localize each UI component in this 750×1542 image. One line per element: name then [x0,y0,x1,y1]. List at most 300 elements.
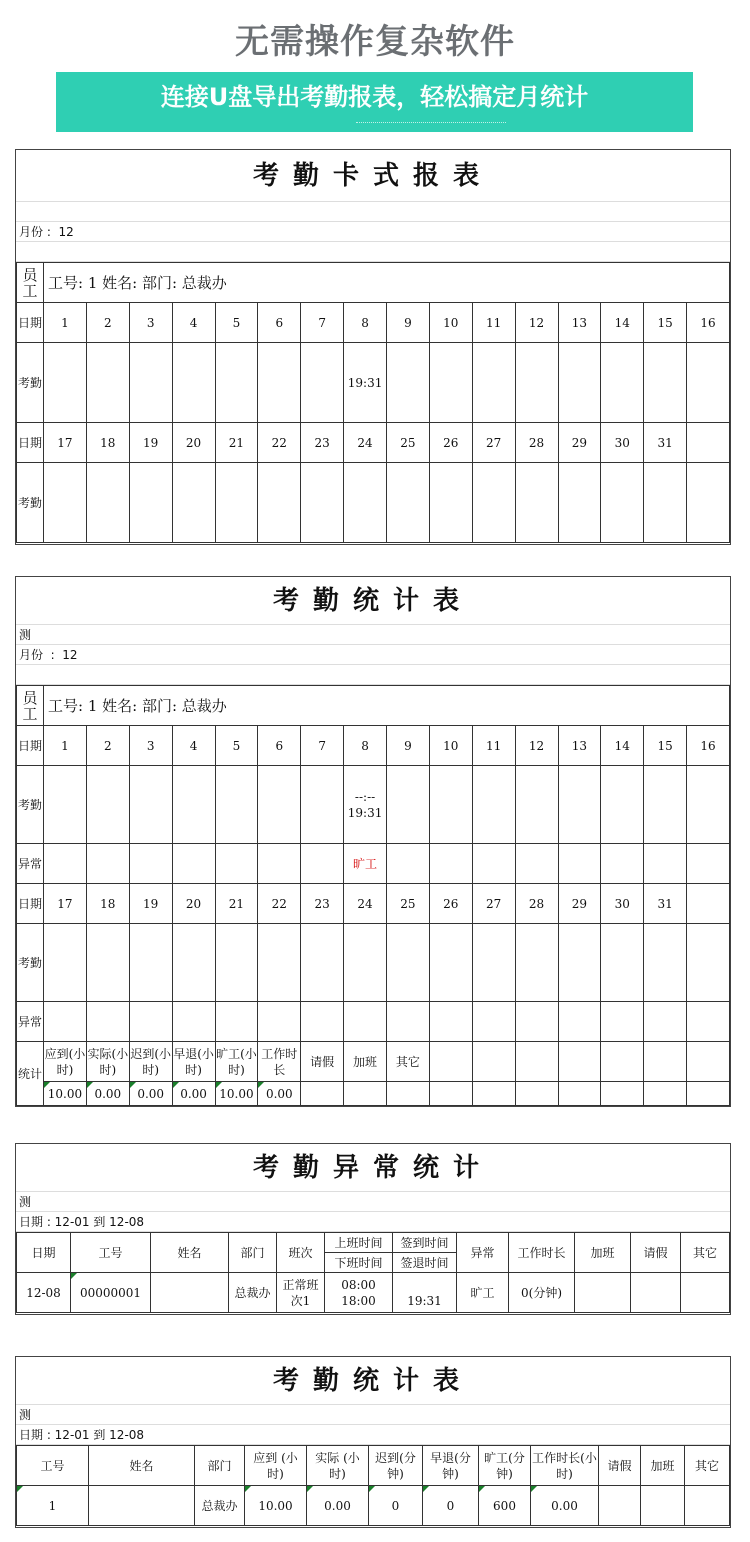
day-number: 11 [472,303,515,343]
attendance-label: 考勤 [17,924,44,1002]
summary-header: 其它 [387,1042,430,1082]
abnormal-cell [515,1002,558,1042]
summary-header [687,1042,730,1082]
summary-header: 加班 [344,1042,387,1082]
col-id: 工号 [71,1233,151,1273]
day-number: 5 [215,303,258,343]
day-number: 20 [172,884,215,924]
attendance-cell [172,463,215,543]
date-row [17,726,730,766]
attendance-cell [301,343,344,423]
day-number: 16 [687,303,730,343]
attendance-cell [515,924,558,1002]
day-number: 25 [387,884,430,924]
attendance-cell [344,463,387,543]
day-number: 20 [172,423,215,463]
attendance-cell [172,924,215,1002]
column-header: 应到 (小时) [245,1446,307,1486]
banner-divider [356,122,506,124]
attendance-cell [129,766,172,844]
abnormal-cell [601,1002,644,1042]
summary-header [429,1042,472,1082]
blank-row [16,202,730,222]
day-number: 12 [515,726,558,766]
abnormal-cell [472,1002,515,1042]
day-number: 31 [644,884,687,924]
stat-title: 考勤统计表 [16,577,730,625]
summary-value: 10.00 [44,1082,87,1106]
attendance-cell [344,924,387,1002]
day-number: 21 [215,884,258,924]
summary-header: 工作时长 [258,1042,301,1082]
abnormal-label: 异常 [17,1002,44,1042]
summary-value-row [17,1082,730,1106]
summary-value [558,1082,601,1106]
attendance-cell [644,924,687,1002]
summary-header [601,1042,644,1082]
summary-value [472,1082,515,1106]
abnormal-table [16,1232,730,1313]
attendance-cell [601,924,644,1002]
attendance-cell [429,343,472,423]
abnormal-cell [558,844,601,884]
attendance-cell [172,343,215,423]
day-number: 14 [601,726,644,766]
abnormal-cell [601,844,644,884]
stat-range-header-row [17,1446,730,1486]
attendance-cell [601,463,644,543]
employee-label: 员工 [17,263,44,303]
attendance-cell [301,463,344,543]
row-cell: 0 [423,1486,479,1526]
abnormal-cell [258,844,301,884]
day-number: 27 [472,423,515,463]
day-number: 27 [472,884,515,924]
summary-value: 10.00 [215,1082,258,1106]
cell-other [681,1273,730,1313]
summary-value [601,1082,644,1106]
day-number: 9 [387,303,430,343]
attendance-cell [644,766,687,844]
unit-label: 测 [16,1405,730,1425]
stat-sheet [15,576,731,1107]
day-number: 5 [215,726,258,766]
column-header: 早退(分钟) [423,1446,479,1486]
banner-text: 连接U盘导出考勤报表，轻松搞定月统计 [160,83,589,111]
employee-info: 工号: 1 姓名: 部门: 总裁办 [44,263,730,303]
summary-label: 统计 [17,1042,44,1106]
day-number: 30 [601,884,644,924]
cell-name [151,1273,229,1313]
day-number: 29 [558,423,601,463]
promo-banner [56,72,693,132]
col-work: 工作时长 [509,1233,575,1273]
attendance-cell [215,924,258,1002]
abnormal-label: 异常 [17,844,44,884]
abnormal-cell [344,1002,387,1042]
abnormal-cell [129,1002,172,1042]
abnormal-cell [429,844,472,884]
day-number: 22 [258,884,301,924]
summary-header [472,1042,515,1082]
abnormal-cell [301,844,344,884]
summary-value [644,1082,687,1106]
row-cell: 0.00 [307,1486,369,1526]
column-header: 旷工(分钟) [479,1446,531,1486]
day-number [687,884,730,924]
attendance-cell [215,766,258,844]
attendance-cell [86,924,129,1002]
cell-on-time: 08:00 [341,1277,376,1292]
day-number: 10 [429,303,472,343]
attendance-cell [558,463,601,543]
day-number: 18 [86,423,129,463]
row-cell [89,1486,195,1526]
column-header: 姓名 [89,1446,195,1486]
day-number: 30 [601,423,644,463]
card-report-sheet [15,149,731,545]
column-header: 请假 [599,1446,641,1486]
attendance-cell [687,463,730,543]
summary-header-row [17,1042,730,1082]
attendance-cell [429,463,472,543]
attendance-cell [129,343,172,423]
col-date: 日期 [17,1233,71,1273]
abnormal-cell [644,844,687,884]
day-number: 1 [44,726,87,766]
attendance-cell [515,343,558,423]
day-number: 23 [301,423,344,463]
abnormal-cell [687,844,730,884]
cell-time [325,1273,393,1313]
col-name: 姓名 [151,1233,229,1273]
day-number: 24 [344,423,387,463]
col-shift: 班次 [277,1233,325,1273]
employee-label: 员工 [17,686,44,726]
employee-row [17,263,730,303]
attendance-cell [44,463,87,543]
cell-leave [631,1273,681,1313]
day-number: 28 [515,423,558,463]
stat-table [16,685,730,1106]
attendance-cell [86,343,129,423]
blank-row [16,242,730,262]
day-number: 3 [129,303,172,343]
attendance-row [17,463,730,543]
attendance-cell [387,924,430,1002]
unit-label: 测 [16,1192,730,1212]
row-cell: 总裁办 [195,1486,245,1526]
attendance-cell [129,924,172,1002]
abnormal-cell [172,1002,215,1042]
attendance-row [17,766,730,844]
attendance-cell [387,343,430,423]
abnormal-cell [215,1002,258,1042]
date-label: 日期 [17,884,44,924]
day-number: 13 [558,726,601,766]
cell-overtime [575,1273,631,1313]
attendance-cell [86,463,129,543]
day-number: 21 [215,423,258,463]
attendance-cell [301,924,344,1002]
attendance-cell [301,766,344,844]
abnormal-cell [387,1002,430,1042]
cell-date: 12-08 [17,1273,71,1313]
date-row [17,884,730,924]
attendance-cell [644,463,687,543]
attendance-cell [558,766,601,844]
column-header: 部门 [195,1446,245,1486]
attendance-time: 19:31 [347,805,383,820]
col-overtime: 加班 [575,1233,631,1273]
row-cell: 600 [479,1486,531,1526]
day-number: 6 [258,726,301,766]
attendance-cell [258,924,301,1002]
attendance-cell [44,343,87,423]
row-cell: 0 [369,1486,423,1526]
attendance-row [17,924,730,1002]
day-number: 11 [472,726,515,766]
abnormal-cell [429,1002,472,1042]
attendance-cell [344,766,387,844]
day-number: 7 [301,303,344,343]
row-cell: 1 [17,1486,89,1526]
day-number: 14 [601,303,644,343]
card-report-title: 考勤卡式报表 [16,150,730,202]
attendance-cell [86,766,129,844]
summary-value: 0.00 [86,1082,129,1106]
row-cell [685,1486,730,1526]
day-number: 26 [429,884,472,924]
col-leave: 请假 [631,1233,681,1273]
attendance-cell [258,343,301,423]
day-number [687,423,730,463]
day-number: 2 [86,726,129,766]
summary-value [429,1082,472,1106]
summary-header [558,1042,601,1082]
attendance-cell [44,766,87,844]
abnormal-cell [129,844,172,884]
summary-header: 请假 [301,1042,344,1082]
day-number: 7 [301,726,344,766]
attendance-cell [215,343,258,423]
summary-header: 迟到(小时) [129,1042,172,1082]
cell-shift: 正常班次1 [277,1273,325,1313]
date-row [17,423,730,463]
row-cell [641,1486,685,1526]
summary-header [644,1042,687,1082]
row-cell [599,1486,641,1526]
employee-info: 工号: 1 姓名: 部门: 总裁办 [44,686,730,726]
attendance-cell [644,343,687,423]
date-label: 日期 [17,423,44,463]
day-number: 6 [258,303,301,343]
attendance-cell: 19:31 [344,343,387,423]
abnormal-cell [44,844,87,884]
day-number: 29 [558,884,601,924]
date-label: 日期 [17,303,44,343]
day-number: 22 [258,423,301,463]
table-row [17,1486,730,1526]
day-number: 31 [644,423,687,463]
abnormal-row [17,1002,730,1042]
column-header: 迟到(分钟) [369,1446,423,1486]
attendance-cell [687,766,730,844]
day-number: 4 [172,726,215,766]
attendance-row [17,343,730,423]
abnormal-title: 考勤异常统计 [16,1144,730,1192]
summary-value [387,1082,430,1106]
attendance-cell [472,463,515,543]
day-number: 2 [86,303,129,343]
stat-range-title: 考勤统计表 [16,1357,730,1405]
cell-sign [393,1273,457,1313]
day-number: 16 [687,726,730,766]
summary-value: 0.00 [129,1082,172,1106]
day-number: 12 [515,303,558,343]
month-label: 月份 : 12 [16,645,730,665]
abnormal-cell [515,844,558,884]
day-number: 17 [44,884,87,924]
summary-value [344,1082,387,1106]
day-number: 8 [344,303,387,343]
unit-label: 测 [16,625,730,645]
day-number: 9 [387,726,430,766]
day-number: 1 [44,303,87,343]
summary-header: 早退(小时) [172,1042,215,1082]
day-number: 19 [129,884,172,924]
row-cell: 10.00 [245,1486,307,1526]
attendance-cell [601,766,644,844]
day-number: 18 [86,884,129,924]
attendance-cell [429,766,472,844]
day-number: 28 [515,884,558,924]
summary-value [301,1082,344,1106]
stat-range-sheet [15,1356,731,1528]
attendance-cell [687,343,730,423]
day-number: 4 [172,303,215,343]
attendance-cell [129,463,172,543]
column-header: 加班 [641,1446,685,1486]
day-number: 25 [387,423,430,463]
day-number: 8 [344,726,387,766]
abnormal-sheet [15,1143,731,1315]
col-off-time: 下班时间 [325,1253,393,1273]
summary-header: 应到(小时) [44,1042,87,1082]
day-number: 17 [44,423,87,463]
date-row [17,303,730,343]
col-dept: 部门 [229,1233,277,1273]
col-on-time: 上班时间 [325,1233,393,1253]
summary-header: 旷工(小时) [215,1042,258,1082]
col-other: 其它 [681,1233,730,1273]
day-number: 10 [429,726,472,766]
attendance-cell [472,924,515,1002]
employee-row [17,686,730,726]
column-header: 工作时长(小时) [531,1446,599,1486]
attendance-label: 考勤 [17,343,44,423]
attendance-cell [258,463,301,543]
abnormal-cell [687,1002,730,1042]
stat-range-table [16,1445,730,1526]
row-cell: 0.00 [531,1486,599,1526]
summary-value: 0.00 [258,1082,301,1106]
abnormal-header-row [17,1233,730,1253]
day-number: 26 [429,423,472,463]
day-number: 15 [644,303,687,343]
attendance-label: 考勤 [17,766,44,844]
attendance-cell [558,343,601,423]
summary-header: 实际(小时) [86,1042,129,1082]
attendance-cell [172,766,215,844]
abnormal-cell [387,844,430,884]
day-number: 3 [129,726,172,766]
attendance-cell [215,463,258,543]
attendance-cell [687,924,730,1002]
date-range-label: 日期 : 12-01 到 12-08 [16,1212,730,1232]
day-number: 15 [644,726,687,766]
attendance-time: --:-- [354,789,376,804]
abnormal-cell [644,1002,687,1042]
blank-row [16,665,730,685]
attendance-cell [387,766,430,844]
cell-abnormal: 旷工 [457,1273,509,1313]
day-number: 13 [558,303,601,343]
abnormal-cell [558,1002,601,1042]
cell-work: 0(分钟) [509,1273,575,1313]
attendance-cell [258,766,301,844]
date-label: 日期 [17,726,44,766]
abnormal-cell [172,844,215,884]
abnormal-cell [258,1002,301,1042]
abnormal-cell: 旷工 [344,844,387,884]
headline: 无需操作复杂软件 [235,22,515,62]
day-number: 23 [301,884,344,924]
column-header: 工号 [17,1446,89,1486]
day-number: 19 [129,423,172,463]
day-number: 24 [344,884,387,924]
col-abnormal: 异常 [457,1233,509,1273]
attendance-cell [515,463,558,543]
cell-id: 00000001 [71,1273,151,1313]
abnormal-cell [86,844,129,884]
attendance-cell [472,766,515,844]
table-row [17,1273,730,1313]
col-sign-in: 签到时间 [393,1233,457,1253]
attendance-cell [44,924,87,1002]
cell-dept: 总裁办 [229,1273,277,1313]
date-range-label: 日期 : 12-01 到 12-08 [16,1425,730,1445]
card-report-table [16,262,730,543]
attendance-cell [601,343,644,423]
attendance-cell [515,766,558,844]
column-header: 实际 (小时) [307,1446,369,1486]
summary-value [515,1082,558,1106]
abnormal-cell [301,1002,344,1042]
abnormal-cell [44,1002,87,1042]
attendance-cell [558,924,601,1002]
column-header: 其它 [685,1446,730,1486]
attendance-cell [387,463,430,543]
abnormal-row [17,844,730,884]
attendance-label: 考勤 [17,463,44,543]
summary-header [515,1042,558,1082]
col-sign-out: 签退时间 [393,1253,457,1273]
cell-off-time: 18:00 [341,1293,376,1308]
abnormal-cell [86,1002,129,1042]
cell-sign-out: 19:31 [407,1293,442,1308]
attendance-cell [429,924,472,1002]
